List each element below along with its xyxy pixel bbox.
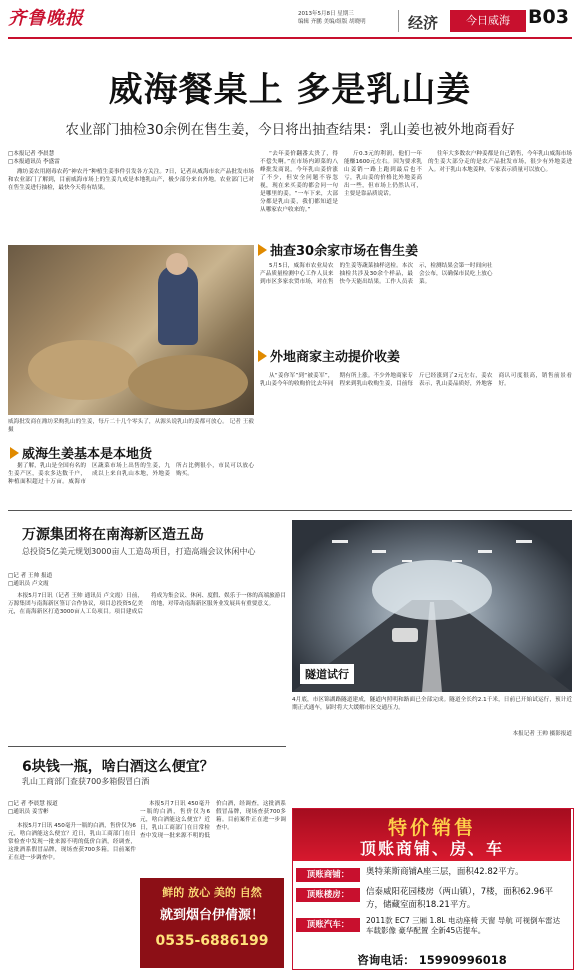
island-body-text: 本报5月7日讯（记者 王帅 通讯员 卢文霞）日前，万源集团与南海新区签订合作协议，项目总投资5亿美元，在南海新区打造3000亩人工岛项目。项目建成后将成为集会议、休闲、度假、娱乐于一体的高端旅游目的地，对带动南海新区服务业发展具有重要意义。 [8, 593, 286, 615]
ad-label-shop: 顶账商铺： [296, 868, 360, 882]
lead-intro [8, 168, 254, 240]
issue-editors: 编辑 齐鹏 美编/组版 胡晓明 [298, 19, 366, 25]
section-divider [8, 746, 286, 747]
bottom-ad-line2: 就到烟台伊倩源！ [159, 908, 264, 923]
subsection-title-1-text: 抽查30余家市场在售生姜 [270, 244, 419, 259]
liquor-subhead: 乳山工商部门查获700多箱假冒白酒 [22, 777, 150, 786]
subsection-title-3-text: 威海生姜基本是本地货 [22, 447, 153, 462]
subsection-title-1 [258, 240, 418, 259]
liquor-headline: 6块钱一瓶，啥白酒这么便宜？ [22, 759, 214, 775]
subsection-body-3 [8, 462, 254, 504]
page-number: B03 [528, 6, 569, 28]
issue-meta [298, 10, 366, 26]
subsection-title-3 [10, 443, 152, 462]
lead-byline: □本报记者 李晨慧 □本报通讯员 李盛雷 [8, 151, 60, 165]
ad-label-car: 顶账汽车： [296, 918, 360, 932]
masthead-divider [398, 10, 399, 32]
orange-arrow-icon [258, 350, 267, 362]
bottom-advertisement[interactable] [140, 878, 284, 968]
newspaper-logo: 齐鲁晚报 [8, 8, 84, 29]
liquor-body-col2 [140, 800, 286, 874]
liquor-body [8, 822, 136, 968]
bottom-ad-line1: 鲜的 放心 美的 自然 [162, 886, 262, 899]
masthead-rule [8, 37, 572, 39]
lead-col3-text: 斤0.3元的利润，他们一年能赚1600元左右。因为要求乳山姜销一路上跑到最后也不亏，乳山姜的价格比外地姜高出一些，但市场上仍然认可，主要是靠品质说话。 [344, 151, 422, 197]
section-divider [8, 510, 572, 511]
liquor-body-text: 本报5月7日讯 450毫升一瓶的白酒，售价仅为6元，啥白酒能这么便宜？近日，乳山工商部门在日常检查中发现一批来源不明的低价白酒，经调查，这批酒系假冒品牌，现场查获700多箱。目前案件正在进一步调查中。 [8, 823, 136, 861]
island-headline: 万源集团将在南海新区造五岛 [22, 527, 204, 543]
liquor-body-col2-text: 本报5月7日讯 450毫升一瓶的白酒，售价仅为6元，啥白酒能这么便宜？近日，乳山工商部门在日常检查中发现一批来源不明的低价白酒，经调查，这批酒系假冒品牌，现场查获700多箱。目前案件正在进一步调查中。 [140, 801, 286, 839]
island-body [8, 592, 286, 736]
ad-text-house: 信泰威阳花园楼房（两山镇），7楼，面积62.96平方，储藏室面积18.21平方。 [366, 887, 553, 910]
lead-col2-text: “去年姜价翻番太贵了，得不偿失啊。”在市场内卸菜的八峰批发商说，今年乳山姜价涨了不少，但安全问题不容忽视，现在来买姜的都会问一句是哪里的姜。“一车下来，大部分都是乳山姜，我们都知道是从哪家农户收来的。” [260, 151, 338, 213]
lead-col2 [260, 150, 338, 238]
tunnel-label: 隧道试行 [300, 664, 354, 684]
lead-col4 [428, 150, 572, 238]
section-name: 经济 [408, 14, 439, 32]
island-subhead: 总投资5亿美元规划3000亩人工造岛项目，打造高端会议休闲中心 [22, 547, 256, 556]
lead-headline: 威海餐桌上 多是乳山姜 [108, 70, 472, 110]
lead-subhead: 农业部门抽检30余例在售生姜，今日将出抽查结果：乳山姜也被外地商看好 [65, 122, 515, 138]
subsection-body-1 [260, 262, 572, 334]
ad-text-shop: 奥特莱斯商铺A座三层，面积42.82平方。 [366, 867, 524, 877]
photo-caption: 威海批发商在潍坊采购乳山的生姜，每斤二十几个零头了，从源头说乳山的姜都可放心。 记者 王毅 摄 [8, 419, 254, 433]
subsection-body-1-text: 5月5日，威海市农业局农产品质量检测中心工作人员来到市区多家农贸市场，对在售的生姜等蔬菜抽样送检。本次抽检共涉及30余个样品，最快今天能出结果。工作人员表示，检测结果会第一时间向社会公布，以确保市民吃上放心菜。 [260, 263, 493, 285]
subsection-body-2-text: 从“姜你军”到“被姜军”，乳山姜今年的收购价比去年同期有所上涨。不少外地商家专程来到乳山收购生姜，目前每斤已经涨到了2元左右，姜农表示，乳山姜品质好，外地客商认可度很高，销售前景看好。 [260, 373, 572, 387]
subsection-title-2-text: 外地商家主动提价收姜 [270, 350, 401, 365]
subsection-title-2 [258, 346, 400, 365]
ad-phone[interactable]: 咨询电话： 15990996018 [357, 953, 507, 967]
lead-intro-text: 潍坊姜农用剧毒农药“神农丹”种植生姜事件引发各方关注。7日，记者从威海市农产品批发市场和农业部门了解到，目前威海市场上的生姜九成是本地乳山产，极少部分来自外地。农业部门已对在售生姜进行抽检，最快今天将有结果。 [8, 169, 254, 191]
lead-col3 [344, 150, 422, 238]
vendor-figure [158, 265, 198, 345]
orange-arrow-icon [10, 447, 19, 459]
ginger-market-photo [8, 245, 254, 415]
bottom-ad-phone: 0535-6886199 [155, 933, 269, 949]
liquor-byline: □记 者 李晨慧 报道 □通讯员 姜雪彬 [8, 801, 58, 815]
issue-date: 2013年5月8日 星期三 [298, 11, 354, 17]
island-byline: □记 者 王帅 报道 □通讯员 卢文霞 [8, 573, 53, 587]
subsection-body-3-text: 据了解，乳山是全国有名的生姜产区，姜农多达数千户，种植面积超过十万亩。威海市区蔬菜市场上出售的生姜，九成以上来自乳山本地，外地姜所占比例很小，市民可以放心购买。 [8, 463, 254, 485]
tunnel-caption: 4月底，市区锦湖路隧道建成，隧道内照明和路面已全部完成。隧道全长约2.1千米，日前已开始试运行，预计近期正式通车，届时将大大缓解市区交通压力。 [292, 697, 572, 711]
sale-ad-subtitle: 顶账商铺、房、车 [359, 839, 504, 858]
ginger-pile [128, 355, 248, 410]
subsection-body-2 [260, 372, 572, 502]
tunnel-credit: 本报记者 王帅 摄影报道 [512, 731, 572, 737]
vendor-head [166, 253, 188, 275]
ginger-pile [28, 340, 138, 400]
ad-text-car: 2011款 EC7 三厢 1.8L 电动座椅 天窗 导航 可视倒车雷达 车载影像 豪华配置 全新45店提车。 [366, 916, 561, 935]
section-tag: 今日威海 [450, 10, 526, 32]
sale-ad-title: 特价销售 [387, 817, 476, 839]
lead-col4-text: 往年大多数农户种姜都是自己销售，今年乳山威海市场的生姜大部分走的是农产品批发市场，很少有外地姜进入。对于乳山本地姜种，专家表示质量可以放心。 [428, 151, 572, 173]
ad-label-house: 顶账楼房： [296, 888, 360, 902]
orange-arrow-icon [258, 244, 267, 256]
